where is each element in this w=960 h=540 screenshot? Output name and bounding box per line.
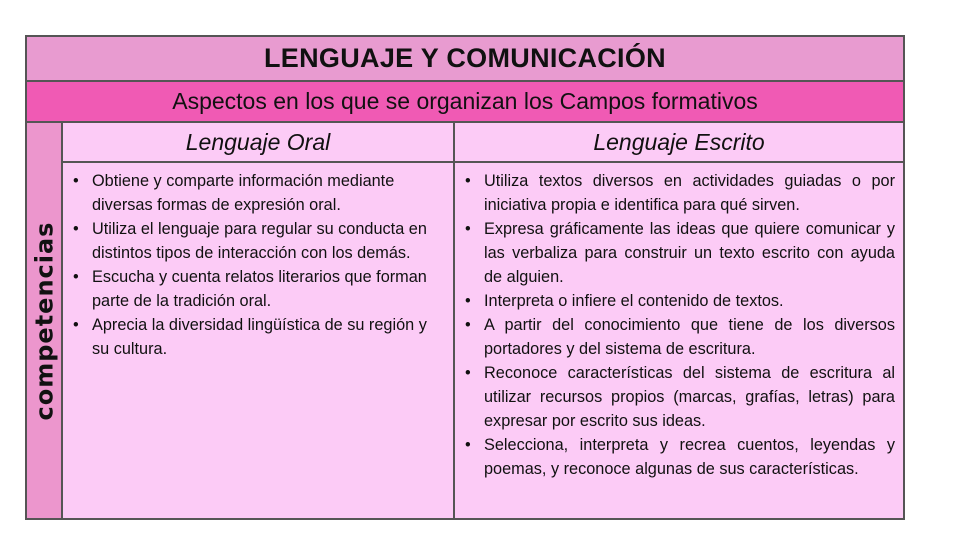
list-item: • Interpreta o infiere el contenido de textos. [459, 289, 895, 313]
list-item: • Utiliza el lenguaje para regular su conducta en distintos tipos de interacción con los demás. [67, 217, 445, 265]
list-item: • Escucha y cuenta relatos literarios que forman parte de la tradición oral. [67, 265, 445, 313]
cell-escrito [455, 163, 903, 518]
column-header-escrito [455, 123, 903, 163]
list-item: • A partir del conocimiento que tiene de los diversos portadores y del sistema de escritura. [459, 313, 895, 361]
list-item: • Utiliza textos diversos en actividades guiadas o por iniciativa propia e identifica para qué sirven. [459, 169, 895, 217]
list-item: • Expresa gráficamente las ideas que quiere comunicar y las verbaliza para construir un texto escrito con ayuda de alguien. [459, 217, 895, 289]
column-heading-oral: Lenguaje Oral [185, 128, 331, 155]
list-item: • Reconoce características del sistema de escritura al utilizar recursos propios (marcas, grafías, letras) para expresar por escrito sus ideas. [459, 361, 895, 433]
list-item: • Selecciona, interpreta y recrea cuentos, leyendas y poemas, y reconoce algunas de sus características. [459, 433, 895, 481]
list-item: • Obtiene y comparte información mediante diversas formas de expresión oral. [67, 169, 445, 217]
column-heading-escrito: Lenguaje Escrito [593, 128, 765, 155]
list-oral [67, 169, 445, 361]
aspects-header: Aspectos en los que se organizan los Campos formativos [172, 88, 758, 114]
side-label: competencias [30, 221, 59, 420]
list-escrito [459, 169, 895, 481]
list-item: • Aprecia la diversidad lingüística de su región y su cultura. [67, 313, 445, 361]
column-header-oral [63, 123, 455, 163]
title-row [27, 37, 903, 82]
cell-oral [63, 163, 455, 518]
aspects-row [27, 82, 903, 123]
page-title: LENGUAJE Y COMUNICACIÓN [264, 43, 666, 73]
side-label-cell [27, 123, 63, 518]
competencias-table [25, 35, 905, 520]
